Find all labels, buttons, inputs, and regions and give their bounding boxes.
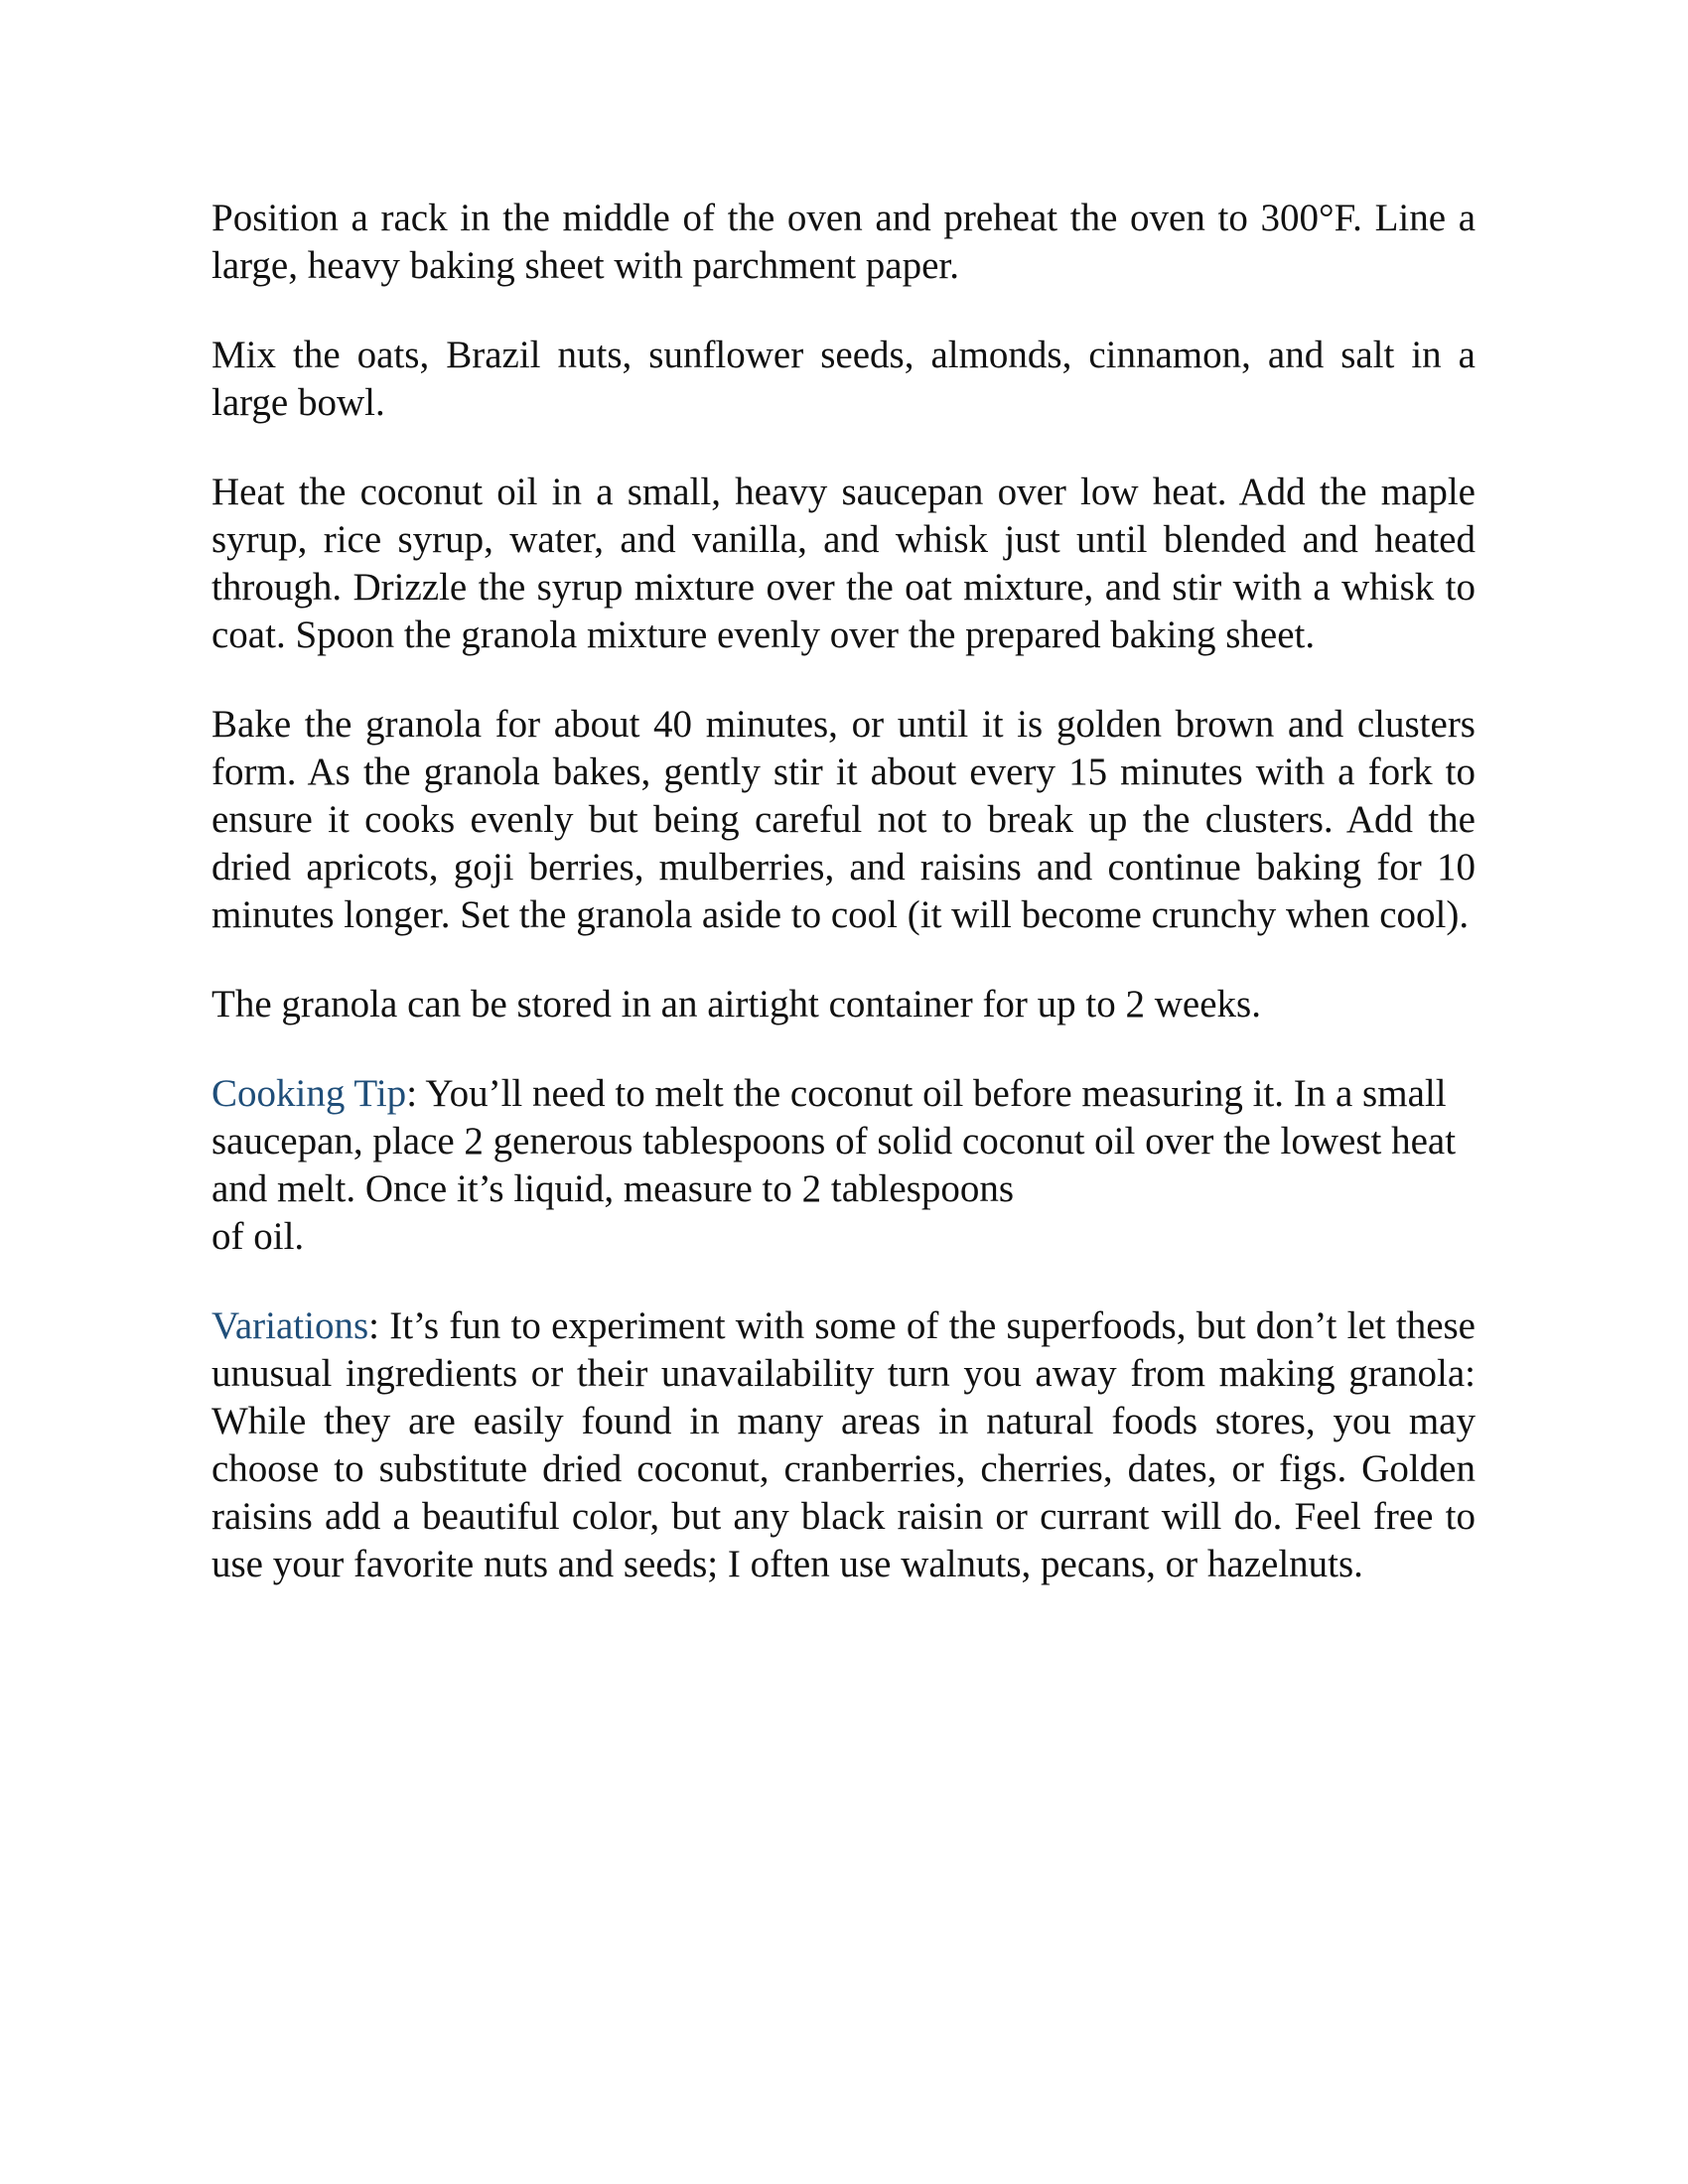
variations-paragraph	[211, 1302, 1476, 1588]
storage-paragraph: The granola can be stored in an airtight container for up to 2 weeks.	[211, 983, 1261, 1025]
variations-label: Variations	[211, 1304, 369, 1347]
cooking-tip-text: : You’ll need to melt the coconut oil before measuring it. In a small saucepan, place 2 generous tablespoons of solid coconut oil over the lowest heat and melt. Once it’s liquid, measure to 2 tablespoons	[211, 1072, 1457, 1210]
variations-text: : It’s fun to experiment with some of the superfoods, but don’t let these unusual ingredients or their unavailability turn you away from making granola: While they are easily found in many areas in natural foods stores, you may choose to substitute dried coconut, cranberries, cherries, dates, or figs. Golden raisins add a beautiful color, but any black raisin or currant will do. Feel free to use your favorite nuts and seeds; I often use walnuts, pecans, or hazelnuts.	[211, 1304, 1476, 1585]
step-preheat-paragraph: Position a rack in the middle of the oven and preheat the oven to 300°F. Line a large, heavy baking sheet with parchment paper.	[211, 197, 1476, 287]
step-bake-paragraph: Bake the granola for about 40 minutes, or until it is golden brown and clusters form. As the granola bakes, gently stir it about every 15 minutes with a fork to ensure it cooks evenly but being careful not to break up the clusters. Add the dried apricots, goji berries, mulberries, and raisins and continue baking for 10 minutes longer. Set the granola aside to cool (it will become crunchy when cool).	[211, 703, 1476, 936]
cooking-tip-label: Cooking Tip	[211, 1072, 407, 1115]
cooking-tip-paragraph	[211, 1070, 1476, 1261]
step-mix-dry-paragraph: Mix the oats, Brazil nuts, sunflower seeds, almonds, cinnamon, and salt in a large bowl.	[211, 334, 1476, 424]
cooking-tip-text-end: of oil.	[211, 1215, 305, 1258]
recipe-instructions	[211, 195, 1476, 1630]
step-heat-syrup-paragraph: Heat the coconut oil in a small, heavy saucepan over low heat. Add the maple syrup, rice syrup, water, and vanilla, and whisk just until blended and heated through. Drizzle the syrup mixture over the oat mixture, and stir with a whisk to coat. Spoon the granola mixture evenly over the prepared baking sheet.	[211, 471, 1476, 656]
